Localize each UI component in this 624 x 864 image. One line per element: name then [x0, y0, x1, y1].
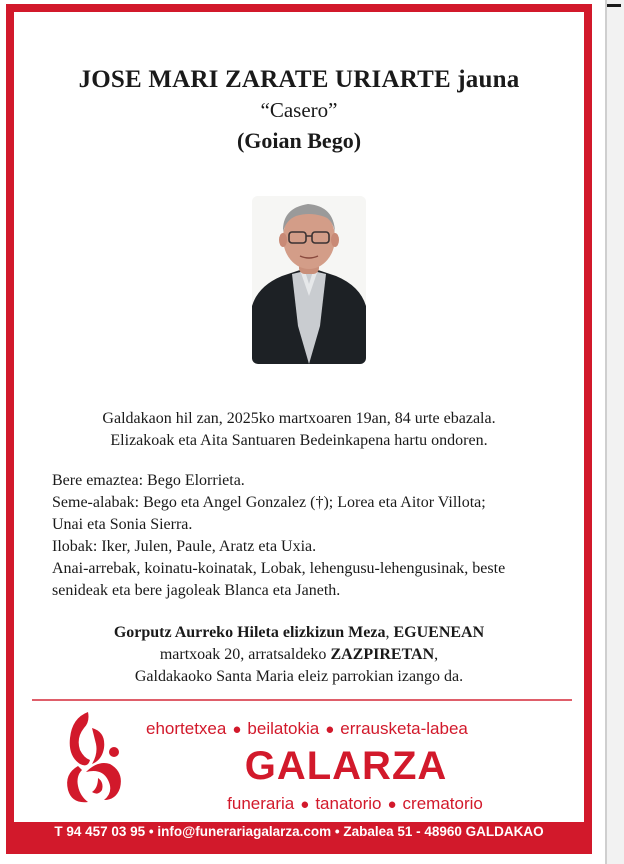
funeral-date: martxoak 20, arratsaldeko [159, 646, 331, 663]
bullet-icon: ● [387, 796, 397, 813]
family-line: Seme-alabak: Bego eta Angel Gonzalez (†); Lorea eta Aitor Villota; [52, 494, 486, 511]
service-item: crematorio [402, 794, 483, 813]
funeral-day: EGUENEAN [393, 624, 485, 641]
mass-label: Gorputz Aurreko Hileta elizkizun Meza [113, 624, 386, 641]
portrait-illustration [252, 196, 366, 364]
funeral-details [14, 622, 584, 688]
funeral-line-2 [14, 644, 584, 666]
death-line-1: Galdakaon hil zan, 2025ko martxoaren 19an, 84 urte ebazala. [102, 410, 496, 427]
brand-name: GALARZA [244, 744, 448, 788]
service-item: ehortetxea [146, 719, 227, 738]
services-spanish [146, 794, 564, 814]
nickname: “Casero” [260, 98, 338, 122]
comma: , [434, 646, 439, 663]
death-line-2: Elizakoak eta Aita Santuaren Bedeinkapena hartu ondoren. [110, 432, 488, 449]
galarza-logo-icon [58, 708, 130, 812]
funeral-time: ZAZPIRETAN [330, 646, 435, 663]
deceased-name: JOSE MARI ZARATE URIARTE jauna [78, 66, 520, 93]
bullet-icon: ● [232, 721, 242, 738]
funeral-line-3: Galdakaoko Santa Maria eleiz parrokian izango da. [134, 668, 464, 685]
divider [32, 699, 572, 701]
family-line: Anai-arrebak, koinatu-koinatak, Lobak, lehengusu-lehengusinak, beste [52, 560, 506, 577]
galarza-logo [58, 708, 130, 812]
portrait-photo [252, 196, 366, 364]
separator: , [385, 624, 394, 641]
alias: (Goian Bego) [236, 128, 362, 153]
bullet-icon: ● [300, 796, 310, 813]
bullet-icon: ● [325, 721, 335, 738]
family-line: Ilobak: Iker, Julen, Paule, Aratz eta Uxia. [52, 538, 317, 555]
service-item: funeraria [227, 794, 295, 813]
contact-info: T 94 457 03 95 • info@funerariagalarza.com • Zabalea 51 - 48960 GALDAKAO [54, 824, 544, 839]
family-list [52, 470, 582, 602]
scan-edge [605, 0, 624, 864]
family-line: senideak eta bere jagoleak Blanca eta Janeth. [52, 582, 341, 599]
funeral-line-1 [14, 622, 584, 644]
family-line: Unai eta Sonia Sierra. [52, 516, 193, 533]
services-basque [146, 719, 566, 739]
service-item: errausketa-labea [340, 719, 468, 738]
service-item: beilatokia [247, 719, 320, 738]
family-line: Bere emaztea: Bego Elorrieta. [52, 472, 245, 489]
death-notice [14, 408, 584, 452]
service-item: tanatorio [315, 794, 382, 813]
